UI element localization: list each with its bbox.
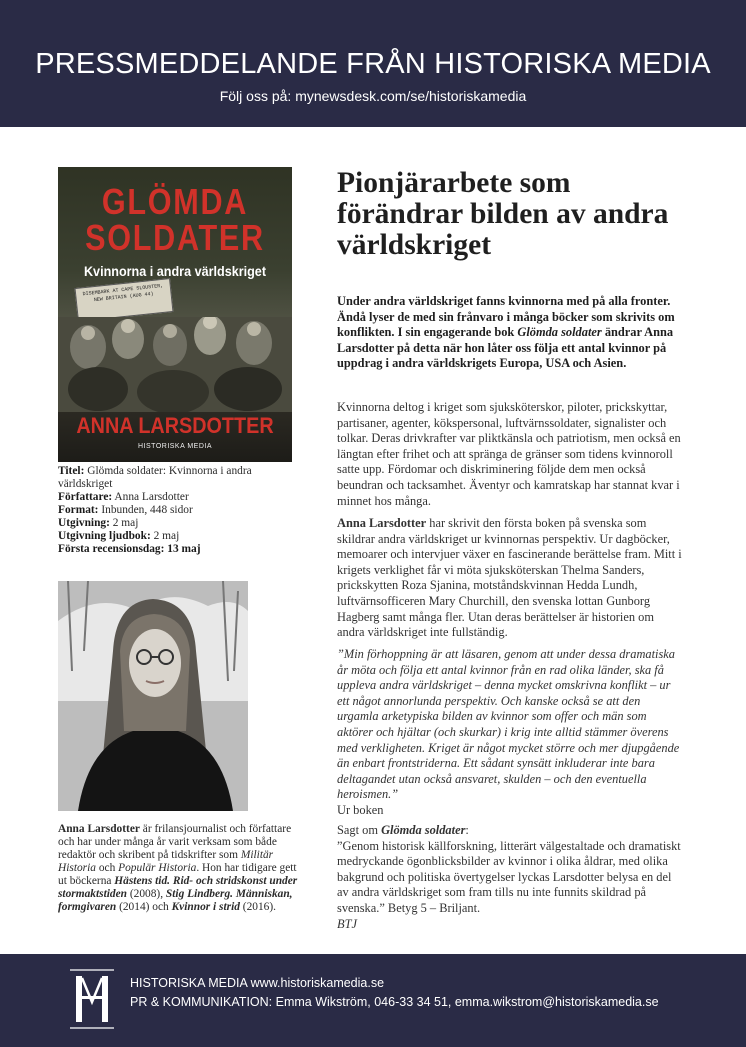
review-heading-colon: : bbox=[465, 823, 469, 837]
meta-author-label: Författare: bbox=[58, 491, 113, 503]
quote-source: Ur boken bbox=[337, 802, 384, 817]
cover-subtitle: Kvinnorna i andra världskriget bbox=[83, 263, 267, 279]
bio-book-3: Kvinnor i strid bbox=[171, 901, 240, 913]
meta-audio-label: Utgivning ljudbok: bbox=[58, 530, 151, 542]
bio-book-2: Stig Lindberg. Människan, formgivaren bbox=[58, 888, 293, 913]
cover-sign: DISEMBARK AT CAPE SLOUSTER, NEW BRITAIN (AUG 44) bbox=[74, 278, 173, 322]
bio-text-2: och bbox=[95, 862, 119, 874]
book-cover bbox=[58, 167, 292, 462]
footer-contact[interactable]: PR & KOMMUNIKATION: Emma Wikström, 046-33 34 51, emma.wikstrom@historiskamedia.se bbox=[130, 995, 659, 1009]
meta-audio-row bbox=[58, 530, 298, 543]
author-portrait bbox=[58, 581, 248, 811]
meta-audio-value: 2 maj bbox=[153, 530, 180, 542]
meta-release-value: 2 maj bbox=[112, 517, 139, 529]
meta-author-value: Anna Larsdotter bbox=[114, 491, 189, 503]
portrait-illustration bbox=[58, 581, 248, 811]
meta-format-value: Inbunden, 448 sidor bbox=[101, 504, 193, 516]
paragraph-2-text: har skrivit den första boken på svenska som skildrar andra världskriget ur kvinnornas perspektiv. Ur dagböcker, memoarer och intervjuer växer en fascinerande berättelse fram. Mitt i krigets verklighet får vi möta sjuksköterskan Thelma Sanders, prickskytten Roza Sjanina, motståndskvinnan Hedda Lundh, luftvärnsofficeren Mary Churchill, den svenska lottan Gunborg Hagberg samt många fler. Utan deras berättelser är historien om andra världskriget inte fullständig. bbox=[337, 516, 682, 640]
meta-title-value: Glömda soldater: Kvinnorna i andra världskriget bbox=[58, 465, 252, 490]
article-lead bbox=[337, 294, 682, 372]
footer-website-link[interactable]: www.historiskamedia.se bbox=[250, 976, 385, 990]
bio-magazine-1: Militär Historia bbox=[58, 849, 274, 874]
lead-text-b: ändrar Anna Larsdotter på detta när hon låter oss följa ett antal kvinnor på uppdrag i andra världskrigets Europa, USA och Asien. bbox=[337, 325, 674, 371]
author-bio bbox=[58, 823, 298, 914]
cover-author: ANNA LARSDOTTER bbox=[76, 413, 274, 438]
cover-publisher: HISTORISKA MEDIA bbox=[138, 443, 212, 450]
press-release-title: PRESSMEDDELANDE FRÅN HISTORISKA MEDIA bbox=[35, 48, 711, 80]
meta-release-row bbox=[58, 517, 298, 530]
review-book-title: Glömda soldater bbox=[381, 823, 466, 837]
bio-magazine-2: Populär Historia bbox=[118, 862, 197, 874]
cover-photo bbox=[58, 317, 292, 412]
review-section bbox=[337, 823, 682, 932]
follow-us-link[interactable]: Följ oss på: mynewsdesk.com/se/historiskamedia bbox=[219, 88, 527, 104]
cover-title-line2: SOLDATER bbox=[85, 217, 265, 258]
review-heading-label: Sagt om bbox=[337, 823, 382, 837]
article-paragraph-2 bbox=[337, 516, 682, 641]
review-source: BTJ bbox=[337, 916, 357, 931]
meta-title-label: Titel: bbox=[58, 465, 85, 477]
historiska-media-logo bbox=[66, 962, 118, 1034]
bio-text-1: är frilansjournalist och författare och har under många år varit verksam som både redaktör och skribent på tidskrifter som bbox=[58, 823, 292, 861]
bio-text-4: (2008), bbox=[127, 888, 166, 900]
footer-brand: HISTORISKA MEDIA bbox=[130, 976, 248, 990]
meta-author-row bbox=[58, 491, 298, 504]
book-quote bbox=[337, 647, 682, 819]
meta-review-value: 13 maj bbox=[167, 543, 201, 555]
book-details bbox=[58, 465, 298, 556]
paragraph-author-name: Anna Larsdotter bbox=[337, 516, 427, 530]
bio-text-6: (2016). bbox=[239, 901, 277, 913]
review-heading bbox=[337, 823, 682, 839]
bio-text-5: (2014) och bbox=[116, 901, 172, 913]
review-text: ”Genom historisk källforskning, litterärt välgestaltade och dramatiskt medryckande ögonblicksbilder av kvinnor i olika åldrar, med olika bakgrund och politiska övertygelser lyckas Larsdotter belysa en del av andra världskriget som fram tills nu inte funnits skildrad på svenska.” Betyg 5 – Briljant. bbox=[337, 838, 681, 915]
page-footer bbox=[0, 954, 746, 1047]
meta-review-label: Första recensionsdag: bbox=[58, 543, 165, 555]
lead-text-a: Under andra världskriget fanns kvinnorna med på alla fronter. Ändå lyser de med sin frånvaro i många böcker som skrivits om konflikten. I sin engagerande bok bbox=[337, 294, 675, 340]
article-headline: Pionjärarbete som förändrar bilden av andra världskriget bbox=[337, 167, 669, 261]
meta-title-row bbox=[58, 465, 298, 491]
meta-format-label: Format: bbox=[58, 504, 99, 516]
meta-release-label: Utgivning: bbox=[58, 517, 110, 529]
bio-name: Anna Larsdotter bbox=[58, 823, 140, 835]
bio-book-1: Hästens tid. Rid- och stridskonst under stormaktstiden bbox=[58, 875, 298, 900]
page-header bbox=[0, 0, 746, 127]
meta-review-row bbox=[58, 543, 298, 556]
article-header bbox=[337, 168, 682, 261]
meta-format-row bbox=[58, 504, 298, 517]
lead-book-title: Glömda soldater bbox=[517, 325, 602, 340]
cover-title-line1: GLÖMDA bbox=[101, 181, 249, 222]
bio-text-3: . Hon har tidigare gett ut böckerna bbox=[58, 862, 297, 887]
article-paragraph-1: Kvinnorna deltog i kriget som sjuksköterskor, piloter, prickskyttar, partisaner, agenter, kökspersonal, luftvärnssoldater, signalister och tolkar. Deras drivkrafter var pliktkänsla och patriotism, men också en längtan efter frihet och att spränga de gränser som tidens kvinnoroll satte upp. Fördomar och diskriminering följde dem men också beundran och tacksamhet. Äventyr och kamratskap har stannat kvar i minnet hos många. bbox=[337, 400, 681, 508]
footer-line-1 bbox=[130, 976, 384, 990]
quote-text: ”Min förhoppning är att läsaren, genom att under dessa dramatiska år möta och följa ett antal kvinnor från en rad olika länder, ska få uppleva andra världskriget – denna mycket omskrivna konflikt – ur ett något annorlunda perspektiv. Och kanske också se att den urgamla arketypiska bilden av kvinnor som offer och män som aktörer och hjältar (och skurkar) i krig inte alltid stämmer överens med verkligheten. Kriget är något mycket större och mer djupgående än enbart frontstriderna. Ett sådant synsätt inkluderar inte bara deltagandet utan också ansvaret, skulden – och den eventuella heroismen.” bbox=[337, 647, 680, 802]
